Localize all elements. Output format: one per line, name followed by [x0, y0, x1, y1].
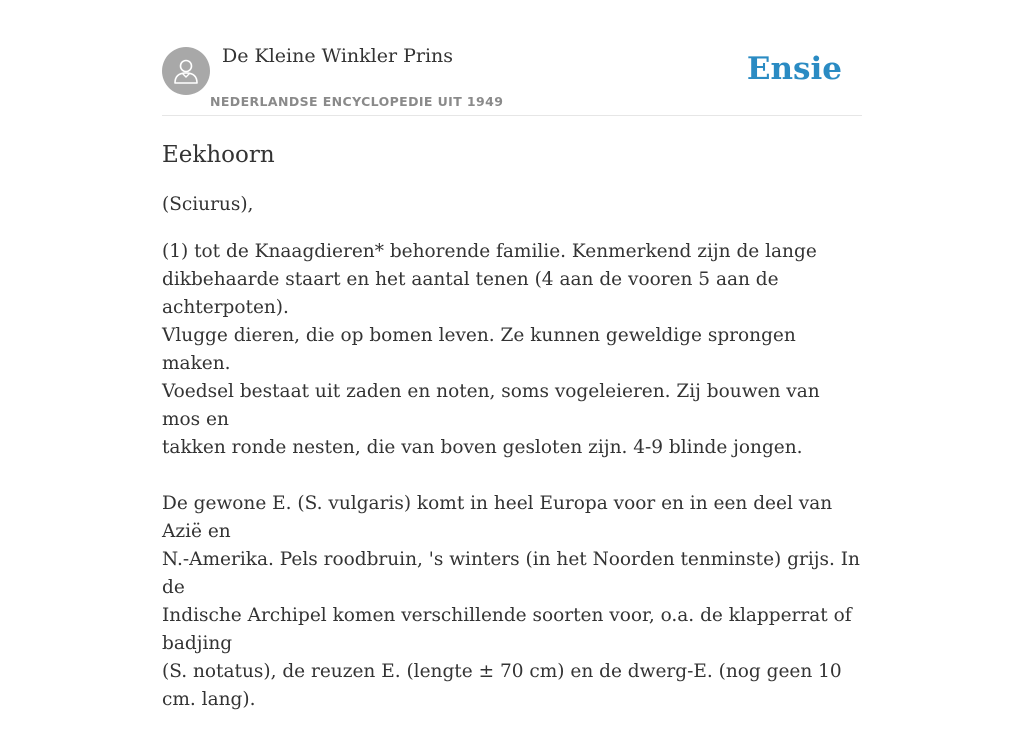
content-container — [162, 0, 862, 742]
article-paragraph: De gewone E. (S. vulgaris) komt in heel Europa voor en in een deel van Azië en N.-Amerika. Pels roodbruin, 's winters (in het Noorden tenminste) grijs. In de Indische Archipel komen verschillende soorten voor, o.a. de klapperrat of badjing (S. notatus), de reuzen E. (lengte ± 70 cm) en de dwerg-E. (nog geen 10 cm. lang). — [162, 493, 860, 710]
source-subtitle: NEDERLANDSE ENCYCLOPEDIE UIT 1949 — [210, 94, 504, 109]
ensie-logo[interactable]: Ensie — [746, 51, 842, 87]
source-header — [162, 0, 862, 116]
user-icon — [171, 56, 201, 86]
article-title: Eekhoorn — [162, 142, 275, 168]
source-avatar[interactable] — [162, 47, 210, 95]
article-body — [162, 191, 862, 714]
article-paragraph: (1) tot de Knaagdieren* behorende familie. Kenmerkend zijn de lange dikbehaarde staart en het aantal tenen (4 aan de vooren 5 aan de achterpoten). Vlugge dieren, die op bomen leven. Ze kunnen geweldige sprongen maken. Voedsel bestaat uit zaden en noten, soms vogeleieren. Zij bouwen van mos en takken ronde nesten, die van boven gesloten zijn. 4-9 blinde jongen. — [162, 241, 820, 458]
source-title[interactable]: De Kleine Winkler Prins — [222, 45, 454, 67]
article-latin-name: (Sciurus), — [162, 194, 254, 215]
